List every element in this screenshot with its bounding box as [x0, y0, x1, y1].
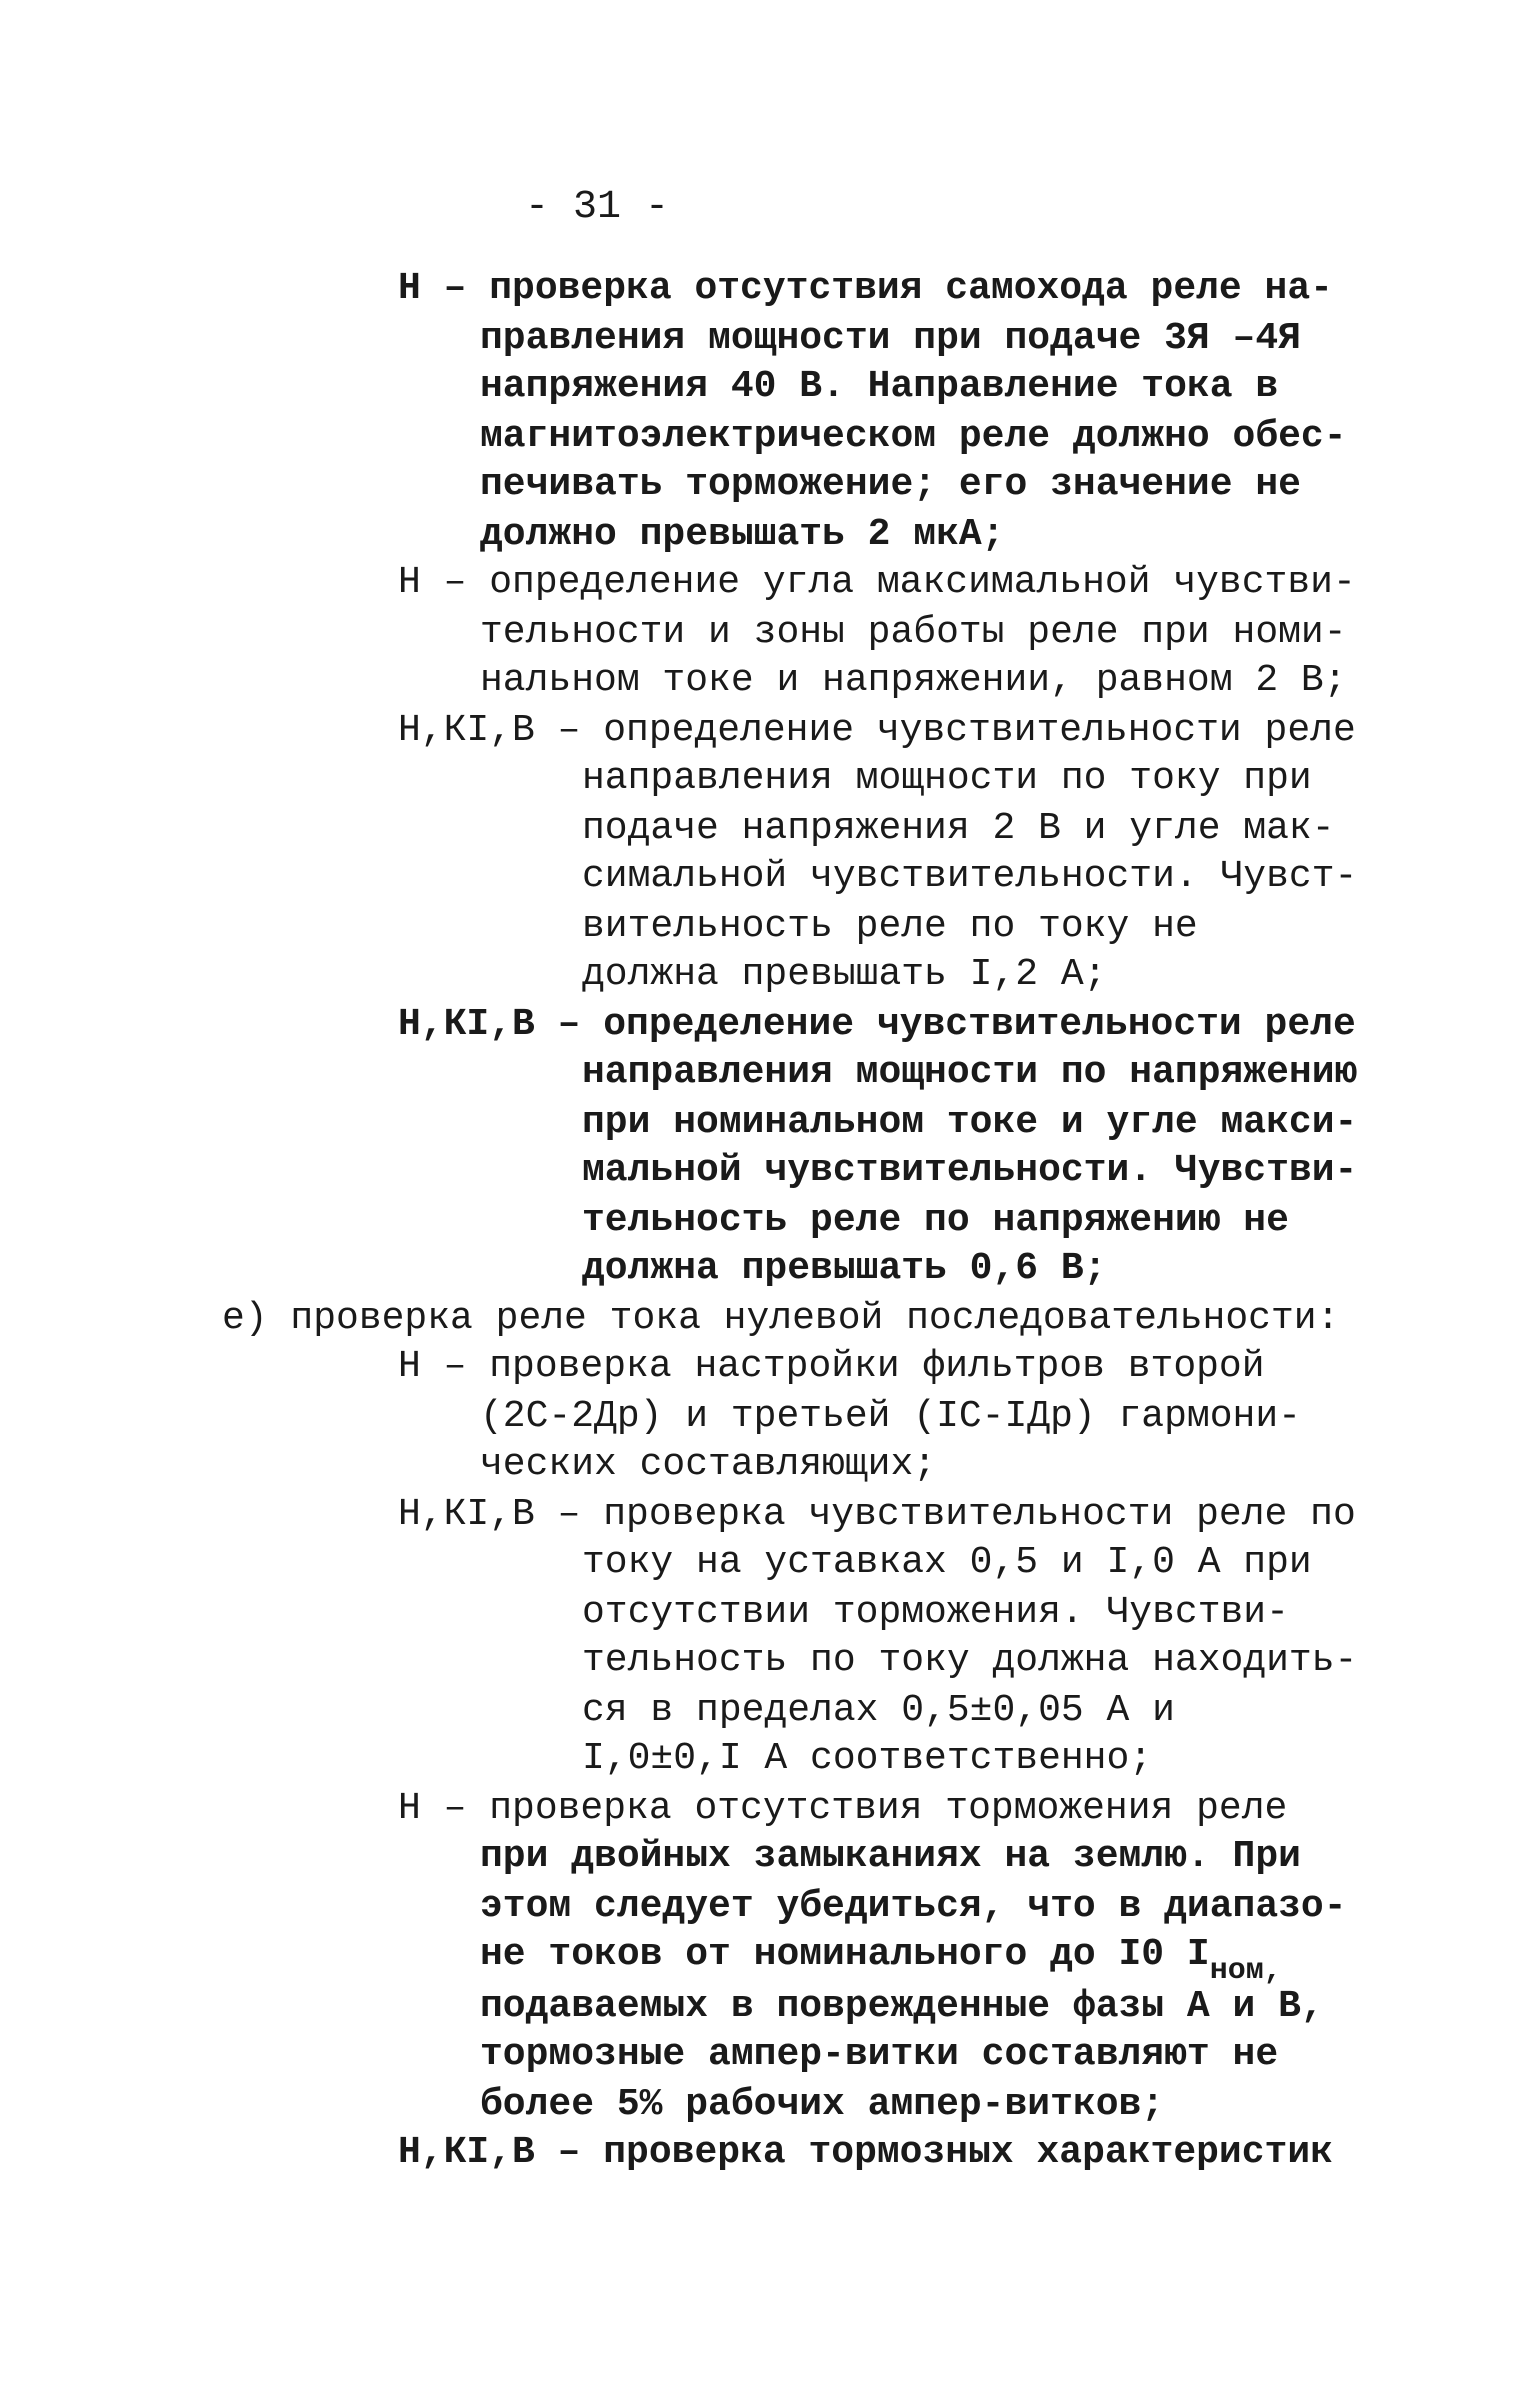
text-line: Н – проверка отсутствия самохода реле на- — [398, 267, 1333, 310]
text-line: тельность по току должна находить- — [582, 1639, 1358, 1682]
text-line: при двойных замыканиях на землю. При — [480, 1835, 1301, 1878]
text-line: не токов от номинального до I0 I — [480, 1933, 1210, 1976]
text-line: подаче напряжения 2 В и угле мак- — [582, 807, 1335, 850]
text-line: должна превышать 0,6 В; — [582, 1247, 1107, 1290]
text-line: тельность реле по напряжению не — [582, 1199, 1289, 1242]
text-line: симальной чувствительности. Чувст- — [582, 855, 1358, 898]
text-line: (2С-2Др) и третьей (IС-IДр) гармони- — [480, 1395, 1301, 1438]
text-line: току на уставках 0,5 и I,0 А при — [582, 1541, 1312, 1584]
text-line: Н,КI,В – проверка чувствительности реле по — [398, 1493, 1356, 1536]
page-number: - 31 - — [525, 185, 670, 230]
subscript-nom: ном, — [1209, 1954, 1282, 1988]
text-line: е) проверка реле тока нулевой последовательности: — [222, 1297, 1340, 1340]
text-line: направления мощности по току при — [582, 757, 1312, 800]
text-line: Н,КI,В – проверка тормозных характеристик — [398, 2131, 1333, 2174]
text-line: Н – определение угла максимальной чувстви- — [398, 561, 1356, 604]
text-line: I,0±0,I А соответственно; — [582, 1737, 1153, 1780]
text-line: этом следует убедиться, что в диапазо- — [480, 1885, 1347, 1928]
text-line: более 5% рабочих ампер-витков; — [480, 2083, 1165, 2126]
text-line: вительность реле по току не — [582, 905, 1198, 948]
text-line: правления мощности при подаче 3Я –4Я — [480, 317, 1301, 360]
text-line: Н,КI,В – определение чувствительности реле — [398, 709, 1356, 752]
text-line: магнитоэлектрическом реле должно обес- — [480, 415, 1347, 458]
text-line: мальной чувствительности. Чувстви- — [582, 1149, 1358, 1192]
text-line: тельности и зоны работы реле при номи- — [480, 611, 1347, 654]
text-line: Н – проверка отсутствия торможения реле — [398, 1787, 1288, 1830]
text-line: ческих составляющих; — [480, 1443, 937, 1486]
text-line: нальном токе и напряжении, равном 2 В; — [480, 659, 1347, 702]
text-line: подаваемых в поврежденные фазы А и В, — [480, 1985, 1324, 2028]
text-line: напряжения 40 В. Направление тока в — [480, 365, 1279, 408]
text-line-with-subscript — [480, 1933, 1282, 1988]
text-line: направления мощности по напряжению — [582, 1051, 1358, 1094]
text-line: Н,КI,В – определение чувствительности реле — [398, 1003, 1356, 1046]
text-line: при номинальном токе и угле макси- — [582, 1101, 1358, 1144]
text-line: ся в пределах 0,5±0,05 А и — [582, 1689, 1175, 1732]
text-line: Н – проверка настройки фильтров второй — [398, 1345, 1265, 1388]
text-line: должно превышать 2 мкА; — [480, 513, 1005, 556]
text-line: печивать торможение; его значение не — [480, 463, 1301, 506]
text-line: тормозные ампер-витки составляют не — [480, 2033, 1279, 2076]
text-line: отсутствии торможения. Чувстви- — [582, 1591, 1289, 1634]
text-line: должна превышать I,2 А; — [582, 953, 1107, 996]
